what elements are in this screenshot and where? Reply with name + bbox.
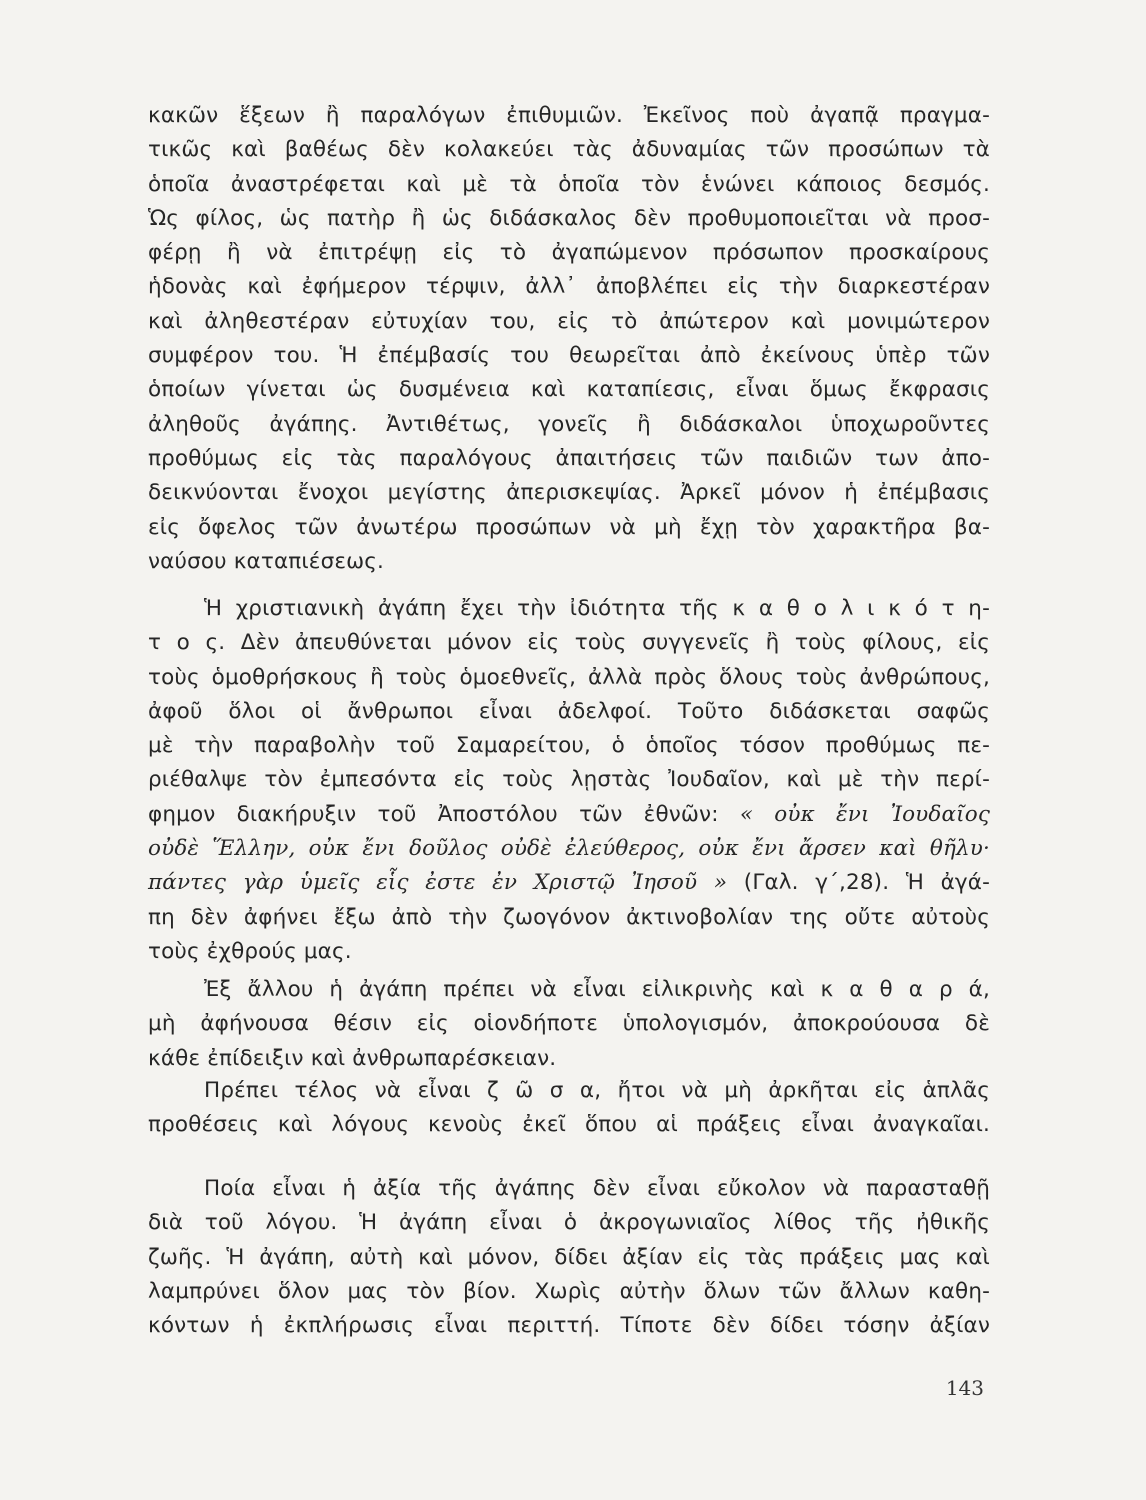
text-line: ζωῆς. Ἡ ἀγάπη, αὐτὴ καὶ μόνον, δίδει ἀξίαν εἰς τὰς πράξεις μας καὶ bbox=[148, 1244, 990, 1270]
text-line bbox=[148, 866, 990, 900]
paragraph-purity bbox=[148, 973, 990, 1076]
text-line: λαμπρύνει ὅλον μας τὸν βίον. Χωρὶς αὐτὴν ὅλων τῶν ἄλλων καθη- bbox=[148, 1278, 990, 1304]
text-line: εἰς ὄφελος τῶν ἀνωτέρω προσώπων νὰ μὴ ἔχῃ τὸν χαρακτῆρα βα- bbox=[148, 514, 990, 540]
text-line: ὁποίων γίνεται ὡς δυσμένεια καὶ καταπίεσις, εἶναι ὅμως ἔκφρασις bbox=[148, 377, 990, 403]
text-line: καὶ ἀληθεστέραν εὐτυχίαν του, εἰς τὸ ἀπώτερον καὶ μονιμώτερον bbox=[148, 308, 990, 334]
text-line: πη δὲν ἀφήνει ἔξω ἀπὸ τὴν ζωογόνον ἀκτινοβολίαν της οὔτε αὐτοὺς bbox=[148, 904, 990, 930]
text-line: τοὺς ὁμοθρήσκους ἢ τοὺς ὁμοεθνεῖς, ἀλλὰ πρὸς ὅλους τοὺς ἀνθρώπους, bbox=[148, 664, 990, 690]
text-line: τικῶς καὶ βαθέως δὲν κολακεύει τὰς ἀδυναμίας τῶν προσώπων τὰ bbox=[148, 137, 990, 163]
text-line: τ ο ς. Δὲν ἀπευθύνεται μόνον εἰς τοὺς συγγενεῖς ἢ τοὺς φίλους, εἰς bbox=[148, 630, 990, 656]
text-line: ριέθαλψε τὸν ἐμπεσόντα εἰς τοὺς λῃστὰς Ἰουδαῖον, καὶ μὲ τὴν περί- bbox=[148, 767, 990, 793]
page-number: 143 bbox=[945, 1376, 984, 1400]
text-line: ἡδονὰς καὶ ἐφήμερον τέρψιν, ἀλλ᾽ ἀποβλέπει εἰς τὴν διαρκεστέραν bbox=[148, 274, 990, 300]
text-line: Ποία εἶναι ἡ ἀξία τῆς ἀγάπης δὲν εἶναι εὔκολον νὰ παρασταθῇ bbox=[204, 1176, 990, 1201]
text-line: ναύσου καταπιέσεως. bbox=[148, 548, 385, 574]
text-line: δεικνύονται ἔνοχοι μεγίστης ἀπερισκεψίας. Ἀρκεῖ μόνον ἡ ἐπέμβασις bbox=[148, 480, 990, 506]
scripture-quote: οὐδὲ Ἕλλην, οὐκ ἔνι δοῦλος οὐδὲ ἐλεύθερος, οὐκ ἔνι ἄρσεν καὶ θῆλυ· bbox=[148, 836, 990, 862]
text-line: κόντων ἡ ἐκπλήρωσις εἶναι περιττή. Τίποτε δὲν δίδει τόσην ἀξίαν bbox=[148, 1313, 990, 1339]
paragraph-continuation bbox=[148, 99, 990, 579]
text-line bbox=[148, 798, 990, 832]
text-line: Ἐξ ἄλλου ἡ ἀγάπη πρέπει νὰ εἶναι εἰλικρινὴς καὶ κ α θ α ρ ά, bbox=[204, 977, 990, 1002]
text-line: προθέσεις καὶ λόγους κενοὺς ἐκεῖ ὅπου αἱ πράξεις εἶναι ἀναγκαῖαι. bbox=[148, 1112, 990, 1138]
paragraph-catholicity bbox=[148, 592, 990, 969]
text-line: ἀφοῦ ὅλοι οἱ ἄνθρωποι εἶναι ἀδελφοί. Τοῦτο διδάσκεται σαφῶς bbox=[148, 698, 990, 724]
text-line: τοὺς ἐχθρούς μας. bbox=[148, 938, 352, 964]
text-line: κάθε ἐπίδειξιν καὶ ἀνθρωπαρέσκειαν. bbox=[148, 1045, 557, 1071]
text-line: ἀληθοῦς ἀγάπης. Ἀντιθέτως, γονεῖς ἢ διδάσκαλοι ὑποχωροῦντες bbox=[148, 411, 990, 437]
text-line: κακῶν ἕξεων ἢ παραλόγων ἐπιθυμιῶν. Ἐκεῖνος ποὺ ἀγαπᾷ πραγμα- bbox=[148, 103, 990, 128]
scripture-quote: πάντες γὰρ ὑμεῖς εἷς ἐστε ἐν Χριστῷ Ἰησοῦ » bbox=[148, 870, 728, 896]
text-line: μὲ τὴν παραβολὴν τοῦ Σαμαρείτου, ὁ ὁποῖος τόσον προθύμως πε- bbox=[148, 733, 990, 759]
text-line: Ὡς φίλος, ὡς πατὴρ ἢ ὡς διδάσκαλος δὲν προθυμοποιεῖται νὰ προσ- bbox=[148, 205, 990, 231]
text-line: Ἡ χριστιανικὴ ἀγάπη ἔχει τὴν ἰδιότητα τῆς κ α θ ο λ ι κ ό τ η- bbox=[204, 596, 990, 621]
text-line: συμφέρον του. Ἡ ἐπέμβασίς του θεωρεῖται ἀπὸ ἐκείνους ὑπὲρ τῶν bbox=[148, 343, 990, 369]
text-line: ὁποῖα ἀναστρέφεται καὶ μὲ τὰ ὁποῖα τὸν ἑνώνει κάποιος δεσμός. bbox=[148, 171, 990, 197]
paragraph-living bbox=[148, 1074, 990, 1143]
text-fragment: φημον διακήρυξιν τοῦ Ἀποστόλου τῶν ἐθνῶν: bbox=[148, 801, 719, 827]
paragraph-value bbox=[148, 1172, 990, 1343]
scripture-quote: « οὐκ ἔνι Ἰουδαῖος bbox=[739, 801, 991, 827]
text-line: φέρῃ ἢ νὰ ἐπιτρέψῃ εἰς τὸ ἀγαπώμενον πρόσωπον προσκαίρους bbox=[148, 240, 990, 266]
text-line: διὰ τοῦ λόγου. Ἡ ἀγάπη εἶναι ὁ ἀκρογωνιαῖος λίθος τῆς ἠθικῆς bbox=[148, 1210, 990, 1236]
text-line: Πρέπει τέλος νὰ εἶναι ζ ῶ σ α, ἤτοι νὰ μὴ ἀρκῆται εἰς ἁπλᾶς bbox=[204, 1078, 990, 1103]
scripture-reference: (Γαλ. γ΄,28). Ἡ ἀγά- bbox=[743, 870, 990, 896]
text-line: μὴ ἀφήνουσα θέσιν εἰς οἱονδήποτε ὑπολογισμόν, ἀποκρούουσα δὲ bbox=[148, 1011, 990, 1037]
text-line: προθύμως εἰς τὰς παραλόγους ἀπαιτήσεις τῶν παιδιῶν των ἀπο- bbox=[148, 445, 990, 471]
